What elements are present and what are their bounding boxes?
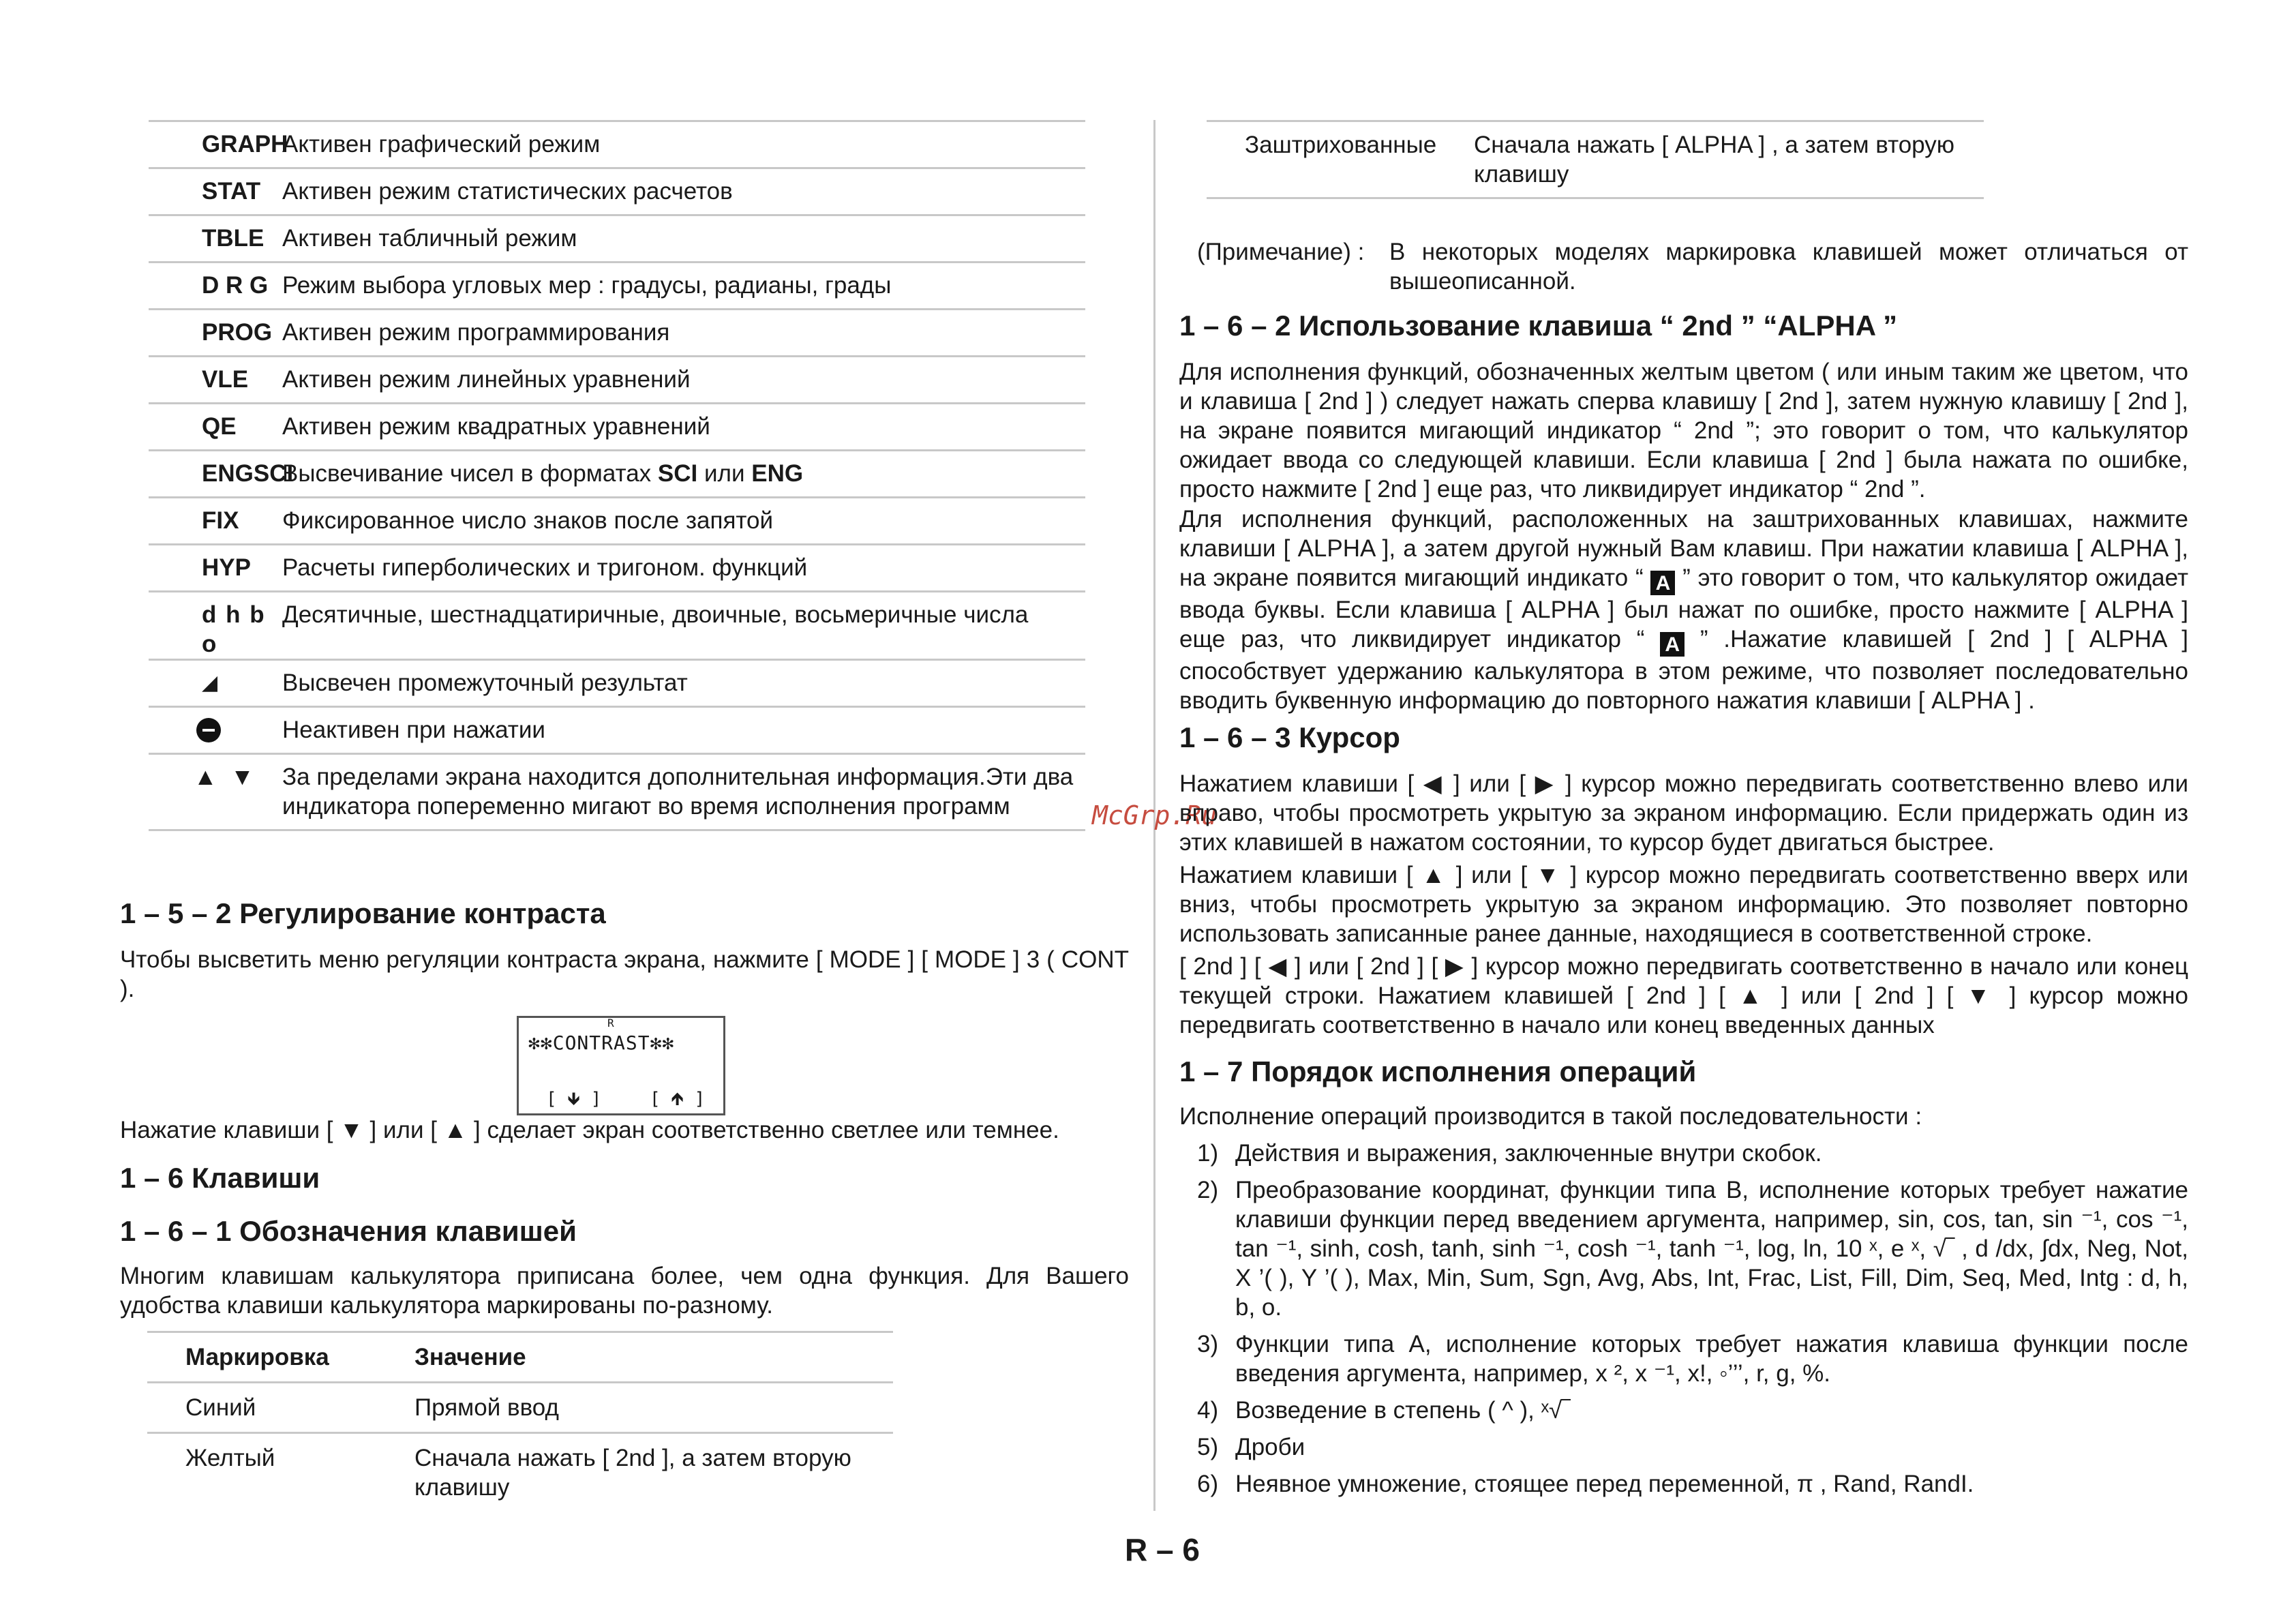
section-title: 1 – 6 Клавиши xyxy=(120,1162,320,1194)
indicator-description: Режим выбора угловых мер : градусы, радианы, грады xyxy=(282,272,892,299)
table-row xyxy=(149,592,1085,661)
indicator-symbol: FIX xyxy=(202,507,239,534)
indicator-symbol: VLE xyxy=(202,366,249,393)
indicator-description: Активен графический режим xyxy=(282,131,601,157)
section-title: 1 – 7 Порядок исполнения операций xyxy=(1179,1055,1697,1087)
table-row xyxy=(149,451,1085,498)
intermediate-result-icon: ◢ xyxy=(202,672,218,694)
table-cell: Синий xyxy=(185,1394,256,1421)
indicator-symbol: TBLE xyxy=(202,225,265,252)
sci-label: SCI xyxy=(657,460,698,487)
table-header-row xyxy=(147,1333,893,1383)
table-row xyxy=(149,310,1085,357)
list-number: 5) xyxy=(1197,1434,1219,1460)
table-row xyxy=(149,708,1085,755)
table-row xyxy=(149,216,1085,263)
indicator-symbol: PROG xyxy=(202,319,273,346)
indicator-symbol: D R G xyxy=(202,272,269,299)
up-down-arrows-icon: ▲ ▼ xyxy=(194,764,254,790)
eng-label: ENG xyxy=(751,460,804,487)
down-key-icon: [ 🡻 ] xyxy=(546,1089,602,1109)
indicator-description: Десятичные, шестнадцатиричные, двоичные, восьмеричные числа xyxy=(282,601,1029,628)
paragraph: [ 2nd ] [ ◀ ] или [ 2nd ] [ ▶ ] курсор можно передвигать соответственно в начало или конец текущей строки. Нажатием клавишей [ 2nd ] [ ▲ ] или [ 2nd ] [ ▼ ] курсор можно передвигать соответственно в начало или конец введенных данных xyxy=(1179,953,2188,1038)
table-cell: Желтый xyxy=(185,1445,275,1471)
screen-mark: R xyxy=(607,1017,614,1030)
table-row xyxy=(147,1383,893,1434)
paragraph: Многим клавишам калькулятора приписана более, чем одна функция. Для Вашего удобства клавиши калькулятора маркированы по-разному. xyxy=(120,1263,1129,1319)
table-row xyxy=(149,122,1085,169)
paragraph: Для исполнения функций, обозначенных желтым цветом ( или иным таким же цветом, что и клавиша [ 2nd ] ) следует нажать сперва клавишу [ 2nd ], затем нужную клавишу [ 2nd ], на экране появится мигающий индикатор “ 2nd ”; это говорит о том, что калькулятор ожидает ввода со следующей клавиши. Если клавиша [ 2nd ] была нажата по ошибке, просто нажмите [ 2nd ] еще раз, что ликвидирует индикатор “ 2nd ”. xyxy=(1179,359,2188,502)
column-header: Значение xyxy=(414,1344,526,1370)
list-item xyxy=(1197,1330,2188,1388)
minus-circle-icon xyxy=(196,718,221,742)
paragraph-text: ” .Нажатие клавишей [ 2nd ] [ ALPHA ] способствует удержанию калькулятора в этом режиме, что позволяет последовательно вводить буквенную информацию до повторного нажатия клавиши [ ALPHA ] . xyxy=(1179,626,2188,714)
indicator-description: Активен табличный режим xyxy=(282,225,577,252)
indicator-description: Активен режим программирования xyxy=(282,319,670,346)
list-number: 3) xyxy=(1197,1331,1219,1357)
indicator-symbol: GRAPH xyxy=(202,131,288,157)
indicator-description: Расчеты гиперболических и тригоном. функций xyxy=(282,554,808,581)
indicator-description: Фиксированное число знаков после запятой xyxy=(282,507,774,534)
list-number: 6) xyxy=(1197,1471,1219,1497)
list-item xyxy=(1197,1432,2188,1462)
paragraph: Исполнение операций производится в такой последовательности : xyxy=(1179,1103,1922,1130)
paragraph: Чтобы высветить меню регуляции контраста экрана, нажмите [ MODE ] [ MODE ] 3 ( CONT ). xyxy=(120,946,1129,1002)
table-row xyxy=(149,404,1085,451)
table-row xyxy=(149,755,1085,831)
note-label: (Примечание) : xyxy=(1197,239,1365,265)
indicator-description: Активен режим квадратных уравнений xyxy=(282,413,710,440)
indicator-symbol: ENGSCI xyxy=(202,460,294,487)
paragraph: Нажатием клавиши [ ◀ ] или [ ▶ ] курсор можно передвигать соответственно влево или вправо, чтобы просмотреть укрытую за экраном информацию. Если придержать один из этих клавишей в нажатом состоянии, то курсор будет двигаться быстрее. xyxy=(1179,770,2188,856)
indicator-description: Высвечен промежуточный результат xyxy=(282,670,688,696)
paragraph: Нажатием клавиши [ ▲ ] или [ ▼ ] курсор можно передвигать соответственно вверх или вниз, чтобы просмотреть укрытую за экраном информацию. Это позволяет повторно использовать записанные ранее данные, находящиеся в соответственной строке. xyxy=(1179,862,2188,947)
alpha-indicator-icon: A xyxy=(1660,632,1685,657)
indicator-description xyxy=(282,451,1085,496)
screen-text: ✻✻CONTRAST✻✻ xyxy=(528,1032,675,1054)
key-marking-table xyxy=(147,1331,893,1512)
table-row xyxy=(149,661,1085,708)
list-number: 4) xyxy=(1197,1397,1219,1424)
list-item xyxy=(1197,1396,2188,1425)
table-cell: Заштрихованные xyxy=(1245,132,1437,158)
watermark: McGrp.Ru xyxy=(1092,800,1218,830)
column-header: Маркировка xyxy=(185,1344,329,1370)
paragraph-text: ” это говорит о том, что калькулятор ожидает ввода буквы. Если клавиша [ ALPHA ] был нажат по ошибке, просто нажмите [ ALPHA ] еще раз, что ликвидирует индикатор “ xyxy=(1179,565,2188,652)
up-key-icon: [ 🡹 ] xyxy=(650,1089,706,1109)
paragraph-text: Для исполнения функций, расположенных на заштрихованных клавишах, нажмите клавиши [ ALPHA ], а затем другой нужный Вам клавиш. При нажатии клавиша [ ALPHA ], на экране появится мигающий индикато “ xyxy=(1179,506,2188,591)
desc-text: или xyxy=(697,460,752,487)
list-text: Функции типа A, исполнение которых требует нажатия клавиша функции после введения аргумента, например, x ², x ⁻¹, x!, ◦’’’, r, g, %. xyxy=(1235,1331,2188,1387)
list-item xyxy=(1197,1139,2188,1168)
contrast-screen xyxy=(517,1016,725,1115)
indicator-symbol xyxy=(149,708,282,747)
indicator-symbol: d h b o xyxy=(202,601,266,657)
alpha-indicator-icon: A xyxy=(1650,571,1675,595)
indicator-description: За пределами экрана находится дополнительная информация.Эти два индикатора попеременно мигают во время исполнения программ xyxy=(282,764,1074,820)
table-row xyxy=(149,498,1085,545)
list-number: 2) xyxy=(1197,1177,1219,1203)
operation-order-list xyxy=(1197,1139,2188,1506)
table-cell: Сначала нажать [ ALPHA ] , а затем вторую клавишу xyxy=(1474,132,1954,187)
list-text: Неявное умножение, стоящее перед переменной, π , Rand, RandI. xyxy=(1235,1471,1974,1497)
section-title: 1 – 5 – 2 Регулирование контраста xyxy=(120,897,606,929)
section-title: 1 – 6 – 2 Использование клавиша “ 2nd ” “ALPHA ” xyxy=(1179,310,1898,342)
table-cell: Сначала нажать [ 2nd ], а затем вторую клавишу xyxy=(414,1445,851,1501)
section-title: 1 – 6 – 1 Обозначения клавишей xyxy=(120,1215,577,1247)
paragraph xyxy=(1179,505,2188,715)
indicator-description: Неактивен при нажатии xyxy=(282,717,545,743)
indicator-symbol: HYP xyxy=(202,554,251,581)
list-text: Преобразование координат, функции типа B, исполнение которых требует нажатие клавиши функции перед введением аргумента, например, sin, cos, tan, sin ⁻¹, cos ⁻¹, tan ⁻¹, sinh, cosh, tanh, sinh ⁻¹, cosh ⁻¹, tanh ⁻¹, log, ln, 10 ˣ, e ˣ, √‾ , d /dx, ∫dx, Neg, Not, X ’( ), Y ’( ), Max, Min, Sum, Sgn, Avg, Abs, Int, Frac, List, Fill, Dim, Seq, Med, Intg : d, h, b, o. xyxy=(1235,1177,2188,1321)
indicator-symbol: STAT xyxy=(202,178,261,205)
section-title: 1 – 6 – 3 Курсор xyxy=(1179,721,1400,753)
table-row xyxy=(149,545,1085,592)
indicator-description: Активен режим статистических расчетов xyxy=(282,178,733,205)
list-item xyxy=(1197,1469,2188,1499)
key-marking-table-continued xyxy=(1207,120,1984,199)
table-row xyxy=(149,357,1085,404)
list-text: Дроби xyxy=(1235,1434,1305,1460)
desc-text: Высвечивание чисел в форматах xyxy=(282,460,658,487)
page-number: R – 6 xyxy=(1125,1532,1200,1567)
list-text: Действия и выражения, заключенные внутри скобок. xyxy=(1235,1140,1822,1167)
list-number: 1) xyxy=(1197,1140,1219,1167)
table-row xyxy=(149,169,1085,216)
table-row xyxy=(147,1434,893,1512)
indicator-table xyxy=(149,120,1085,831)
note xyxy=(1197,237,2188,296)
paragraph: Нажатие клавиши [ ▼ ] или [ ▲ ] сделает экран соответственно светлее или темнее. xyxy=(120,1117,1059,1143)
list-text: Возведение в степень ( ^ ), ˣ√‾ xyxy=(1235,1397,1570,1424)
table-row xyxy=(149,263,1085,310)
note-text: В некоторых моделях маркировка клавишей может отличаться от вышеописанной. xyxy=(1389,239,2188,295)
list-item xyxy=(1197,1175,2188,1322)
indicator-description: Активен режим линейных уравнений xyxy=(282,366,691,393)
table-cell: Прямой ввод xyxy=(414,1394,559,1421)
indicator-symbol: QE xyxy=(202,413,237,440)
